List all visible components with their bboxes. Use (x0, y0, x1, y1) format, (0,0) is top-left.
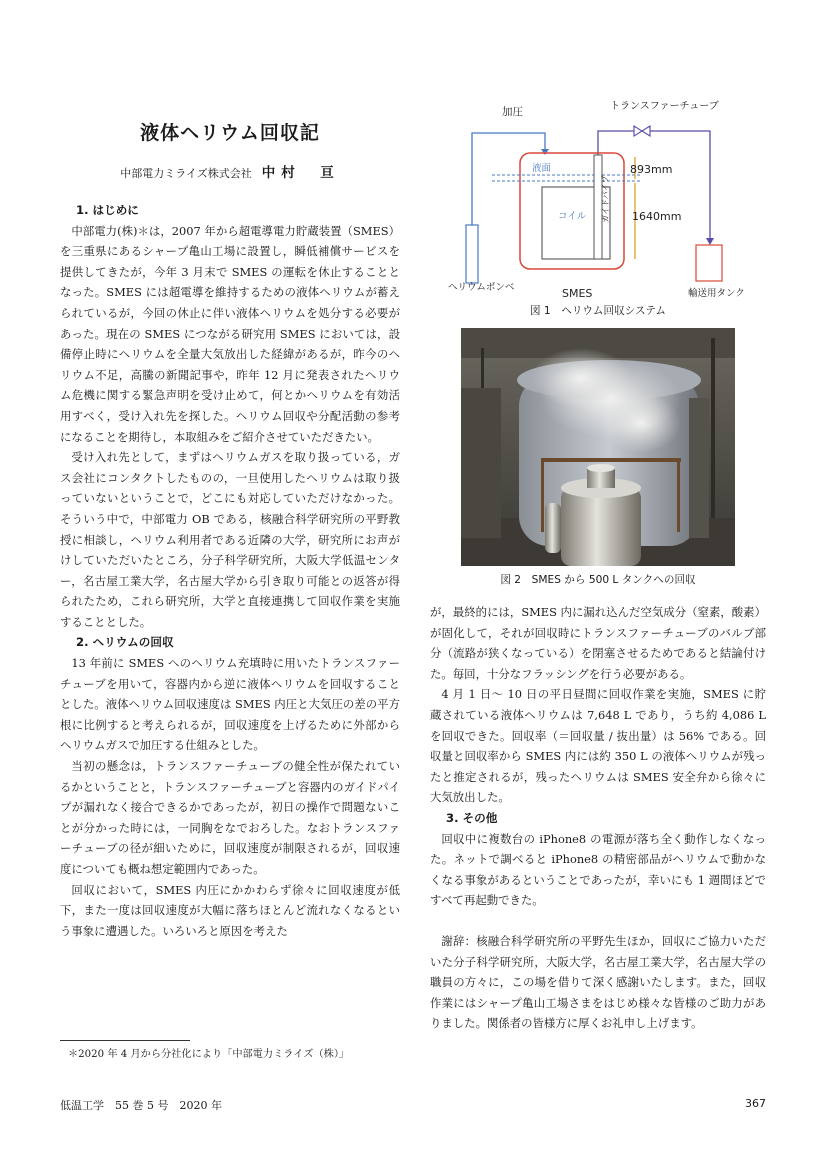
label-dim-top: 893mm (630, 163, 673, 176)
section-heading-recovery: 2. ヘリウムの回収 (76, 635, 174, 650)
article-title: 液体ヘリウム回収記 (140, 122, 320, 144)
transfer-arrow (706, 238, 714, 245)
footnote: ＊2020 年 4 月から分社化により「中部電力ミライズ（株）」 (68, 1049, 350, 1060)
paragraph: 当初の懸念は，トランスファーチューブの健全性が保たれているかということと，トランスファーチューブと容器内のガイドパイプが漏れなく接合できるかであったが，初日の操作で問題ないことが分かった時には，一同胸をなでおろした。なおトランスファーチューブの径が細いために，回収速度が制限されるが，回収速度についても概ね想定範囲内であった。 (60, 759, 400, 876)
transfer-tube-line (598, 131, 710, 243)
pressure-arrow (541, 149, 549, 155)
figure1-diagram (430, 95, 766, 300)
section-heading-other: 3. その他 (446, 810, 498, 825)
label-cylinder: ヘリウムボンベ (448, 282, 515, 293)
author-affiliation: 中部電力ミライズ株式会社 (120, 167, 252, 180)
helium-cylinder (466, 225, 478, 283)
paragraph: 回収において，SMES 内圧にかかわらず徐々に回収速度が低下，また一度は回収速度が大幅に落ちほとんど流れなくなるという事象に遭遇した。いろいろと原因を考えた (60, 882, 400, 938)
paragraph: 回収中に複数台の iPhone8 の電源が落ち全く動作しなくなった。ネットで調べると iPhone8 の精密部品がヘリウムで動かなくなる事象があるということであったが，幸いにも 1 週間ほどですべて再起動できた。 (430, 831, 766, 908)
page-number: 367 (745, 1097, 766, 1110)
label-coil: コイル (558, 211, 587, 222)
figure2-photo (461, 328, 735, 566)
label-liquid-level: 液面 (532, 163, 552, 174)
journal-footer: 低温工学 55 巻 5 号 2020 年 (60, 1099, 222, 1112)
paragraph: 中部電力(株)＊は，2007 年から超電導電力貯蔵装置（SMES）を三重県にあるシャープ亀山工場に設置し，瞬低補償サービスを提供してきたが，今年 3 月末で SMES の運転を休止することとなった。SMES には超電導を維持するための液体ヘリウムが蓄えられているが，今回の休止に伴い液体ヘリウムを処分する必要があった。現在の SMES につながる研究用 SMES においては，設備停止時にヘリウムを全量大気放出した経緯があるが，昨今のヘリウム不足，高騰の新聞記事や，昨年 12 月に発表されたヘリウム危機に関する緊急声明を受け止めて，何とかヘリウムを有効活用すべく，受け入れ先を探した。ヘリウム回収や分配活動の参考になることを期待し，本取組みをご紹介させていただきたい。 (60, 223, 400, 444)
paragraph: 13 年前に SMES へのヘリウム充填時に用いたトランスファーチューブを用いて，容器内から逆に液体ヘリウムを回収することとした。液体ヘリウム回収速度は SMES 内圧と大気圧の差の平方根に比例すると考えられるが，回収速度を上げるために外部からヘリウムガスで加圧する仕組みとした。 (60, 656, 400, 753)
figure1-caption: 図 1 ヘリウム回収システム (529, 305, 667, 317)
right-column (430, 602, 766, 1034)
paragraph: 4 月 1 日～ 10 日の平日昼間に回収作業を実施，SMES に貯蔵されている液体ヘリウムは 7,648 L であり，うち約 4,086 L を回収できた。回収率（＝回収量 / 抜出量）は 56% である。回収量と回収率から SMES 内には約 350 L の液体ヘリウムが残ったと推定されるが，残ったヘリウムは SMES 安全弁から徐々に大気放出した。 (430, 687, 766, 805)
paragraph: が，最終的には，SMES 内に漏れ込んだ空気成分（窒素，酸素）が固化して，それが回収時にトランスファーチューブのバルブ部分（流路が狭くなっている）を閉塞させるためであると結論付けた。毎回，十分なフラッシングを行う必要がある。 (430, 605, 766, 681)
label-pressurize: 加圧 (502, 106, 523, 118)
left-column (60, 200, 400, 941)
label-smes: SMES (562, 287, 593, 300)
pressure-line (472, 133, 545, 225)
spacer (430, 911, 766, 931)
section-heading-intro: 1. はじめに (76, 203, 139, 217)
paragraph: 受け入れ先として，まずはヘリウムガスを取り扱っている，ガス会社にコンタクトしたものの，一旦使用したヘリウムは取り扱っていないということで，どこにも対応していただけなかった。そういう中で，中部電力 OB である，核融合科学研究所の平野教授に相談し，ヘリウム利用者である近隣の大学，研究所にお声がけしていただいたところ，分子科学研究所，大阪大学低温センター，名古屋工業大学，名古屋大学から引き取り可能との返答が得られたため，これら研究所，大学と直接連携して回収作業を実施することとした。 (60, 450, 400, 629)
valve-icon (634, 126, 650, 136)
author-name: 中村 亘 (261, 165, 340, 181)
label-transfer-tube: トランスファーチューブ (610, 101, 719, 112)
label-tank: 輸送用タンク (688, 288, 745, 299)
acknowledgment: 謝辞：核融合科学研究所の平野先生ほか，回収にご協力いただいた分子科学研究所，大阪大学，名古屋工業大学，名古屋大学の職員の方々に，この場を借りて深く感謝いたします。また，回収作業にはシャープ亀山工場さまをはじめ様々な皆様のご助力がありました。関係者の皆様方に厚くお礼申し上げます。 (430, 933, 766, 1031)
label-dim-total: 1640mm (632, 210, 682, 223)
figure2-caption: 図 2 SMES から 500 L タンクへの回収 (500, 574, 696, 586)
transport-tank (696, 245, 722, 281)
footnote-rule (60, 1040, 190, 1041)
author-line (60, 161, 400, 181)
label-guide-pipe: ガイドパイプ (601, 175, 610, 223)
